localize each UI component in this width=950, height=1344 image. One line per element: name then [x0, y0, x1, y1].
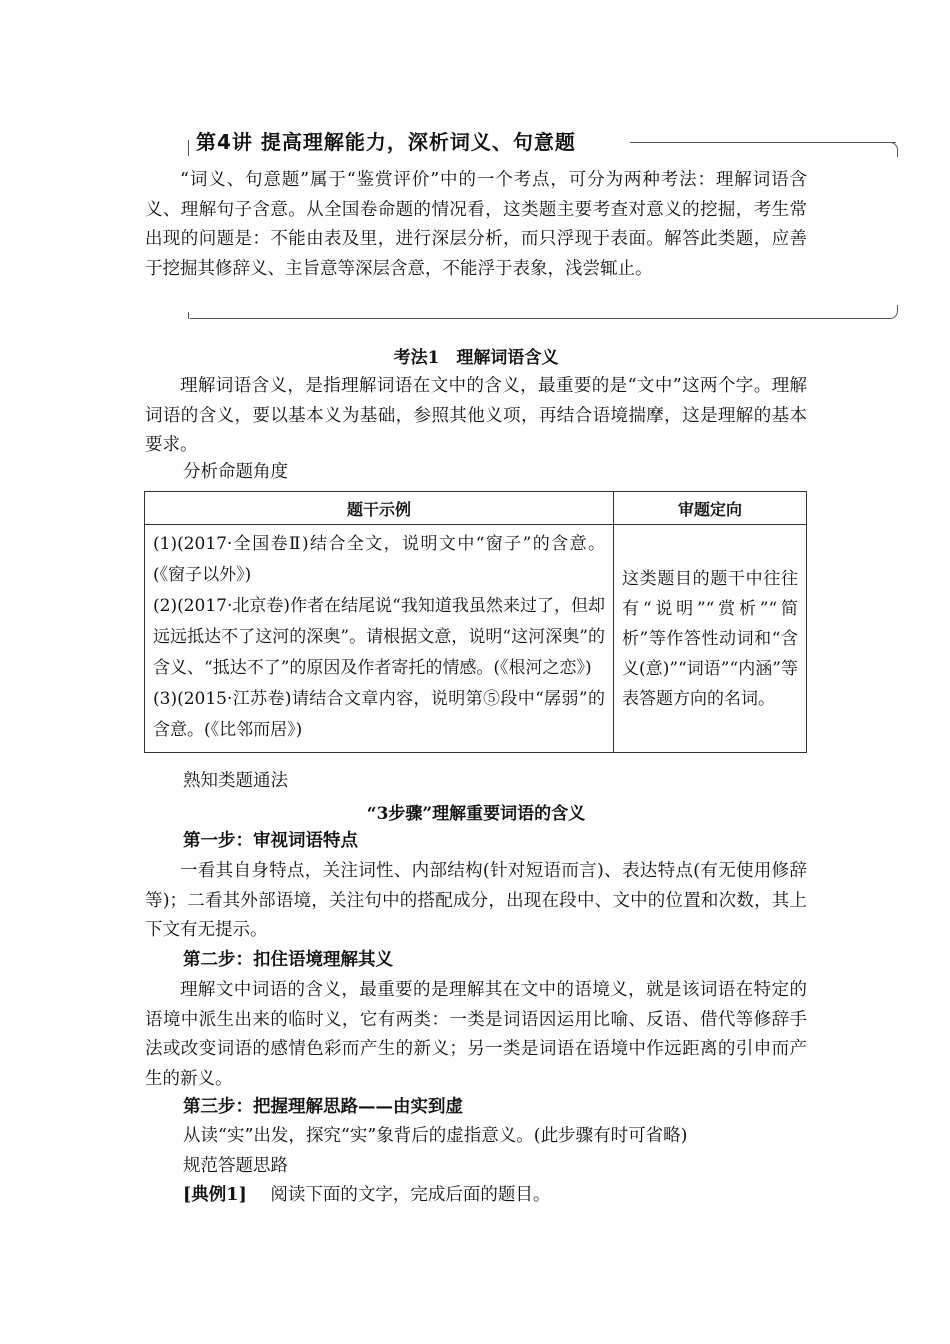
header-frame-top-corner: [889, 142, 898, 157]
header-frame-bottom-left-tick: [188, 312, 189, 319]
step1-text: 一看其自身特点，关注词性、内部结构(针对短语而言)、表达特点(有无使用修辞等)；二看其外部语境，关注句中的搭配成分，出现在段中、文中的位置和次数，其上下文有无提示。: [145, 861, 807, 940]
example-line: [183, 1181, 550, 1211]
methods-label: 熟知类题通法: [183, 771, 288, 791]
example-tag: [典例1]: [183, 1185, 247, 1205]
step1-title: 第一步：审视词语特点: [183, 831, 358, 851]
example-item-2: (2)(2017·北京卷)作者在结尾说“我知道我虽然来过了，但却远远抵达不了这河的深奥”。请根据文意，说明“这河深奥”的含义、“抵达不了”的原因及作者寄托的情感。(《根河之恋》): [153, 596, 605, 678]
header-frame-bottom-corner: [889, 305, 898, 319]
header-frame-left-tick: [188, 140, 189, 156]
intro-paragraph: “词义、句意题”属于“鉴赏评价”中的一个考点，可分为两种考法：理解词语含义、理解句子含意。从全国卷命题的情况看，这类题主要考查对意义的挖掘，考生常出现的问题是：不能由表及里，进行深层分析，而只浮现于表面。解答此类题，应善于挖掘其修辞义、主旨意等深层含意，不能浮于表象，浅尝辄止。: [145, 170, 807, 279]
step3-text: 从读“实”出发，探究“实”象背后的虚指意义。(此步骤有时可省略): [183, 1126, 688, 1146]
example-item-1: (1)(2017·全国卷Ⅱ)结合全文，说明文中“窗子”的含意。(《窗子以外》): [153, 534, 605, 585]
method1-title: 考法1 理解词语含义: [393, 348, 559, 368]
table-row: [145, 525, 807, 753]
table-header-row: [145, 492, 807, 525]
answering-label: 规范答题思路: [183, 1156, 288, 1176]
question-angle-table: [144, 491, 807, 753]
table-header-examples: 题干示例: [145, 492, 614, 525]
header-frame-top-rule: [630, 142, 896, 143]
methods-title: “3步骤”理解重要词语的含义: [366, 804, 586, 824]
table-header-direction: 审题定向: [614, 492, 807, 525]
example-item-3: (3)(2015·江苏卷)请结合文章内容，说明第⑤段中“孱弱”的含意。(《比邻而居》): [153, 689, 605, 740]
lecture-title: 第4讲 提高理解能力，深析词义、句意题: [196, 126, 580, 155]
direction-cell: 这类题目的题干中往往有“说明”“赏析”“简析”等作答性动词和“含义(意)”“词语”“内涵”等表答题方向的名词。: [614, 525, 807, 753]
step2-title: 第二步：扣住语境理解其义: [183, 950, 393, 970]
header-frame-bottom-rule: [190, 318, 890, 319]
step2-text: 理解文中词语的含义，最重要的是理解其在文中的语境义，就是该词语在特定的语境中派生出来的临时义，它有两类：一类是词语因运用比喻、反语、借代等修辞手法或改变词语的感情色彩而产生的新义；另一类是词语在语境中作远距离的引申而产生的新义。: [145, 980, 807, 1089]
step3-title: 第三步：把握理解思路——由实到虚: [183, 1097, 463, 1117]
method1-paragraph: 理解词语含义，是指理解词语在文中的含义，最重要的是“文中”这两个字。理解词语的含义，要以基本义为基础，参照其他义项，再结合语境揣摩，这是理解的基本要求。: [145, 376, 807, 455]
analysis-label: 分析命题角度: [183, 462, 288, 482]
example-instruction: 阅读下面的文字，完成后面的题目。: [270, 1185, 551, 1205]
examples-cell: [145, 525, 614, 753]
